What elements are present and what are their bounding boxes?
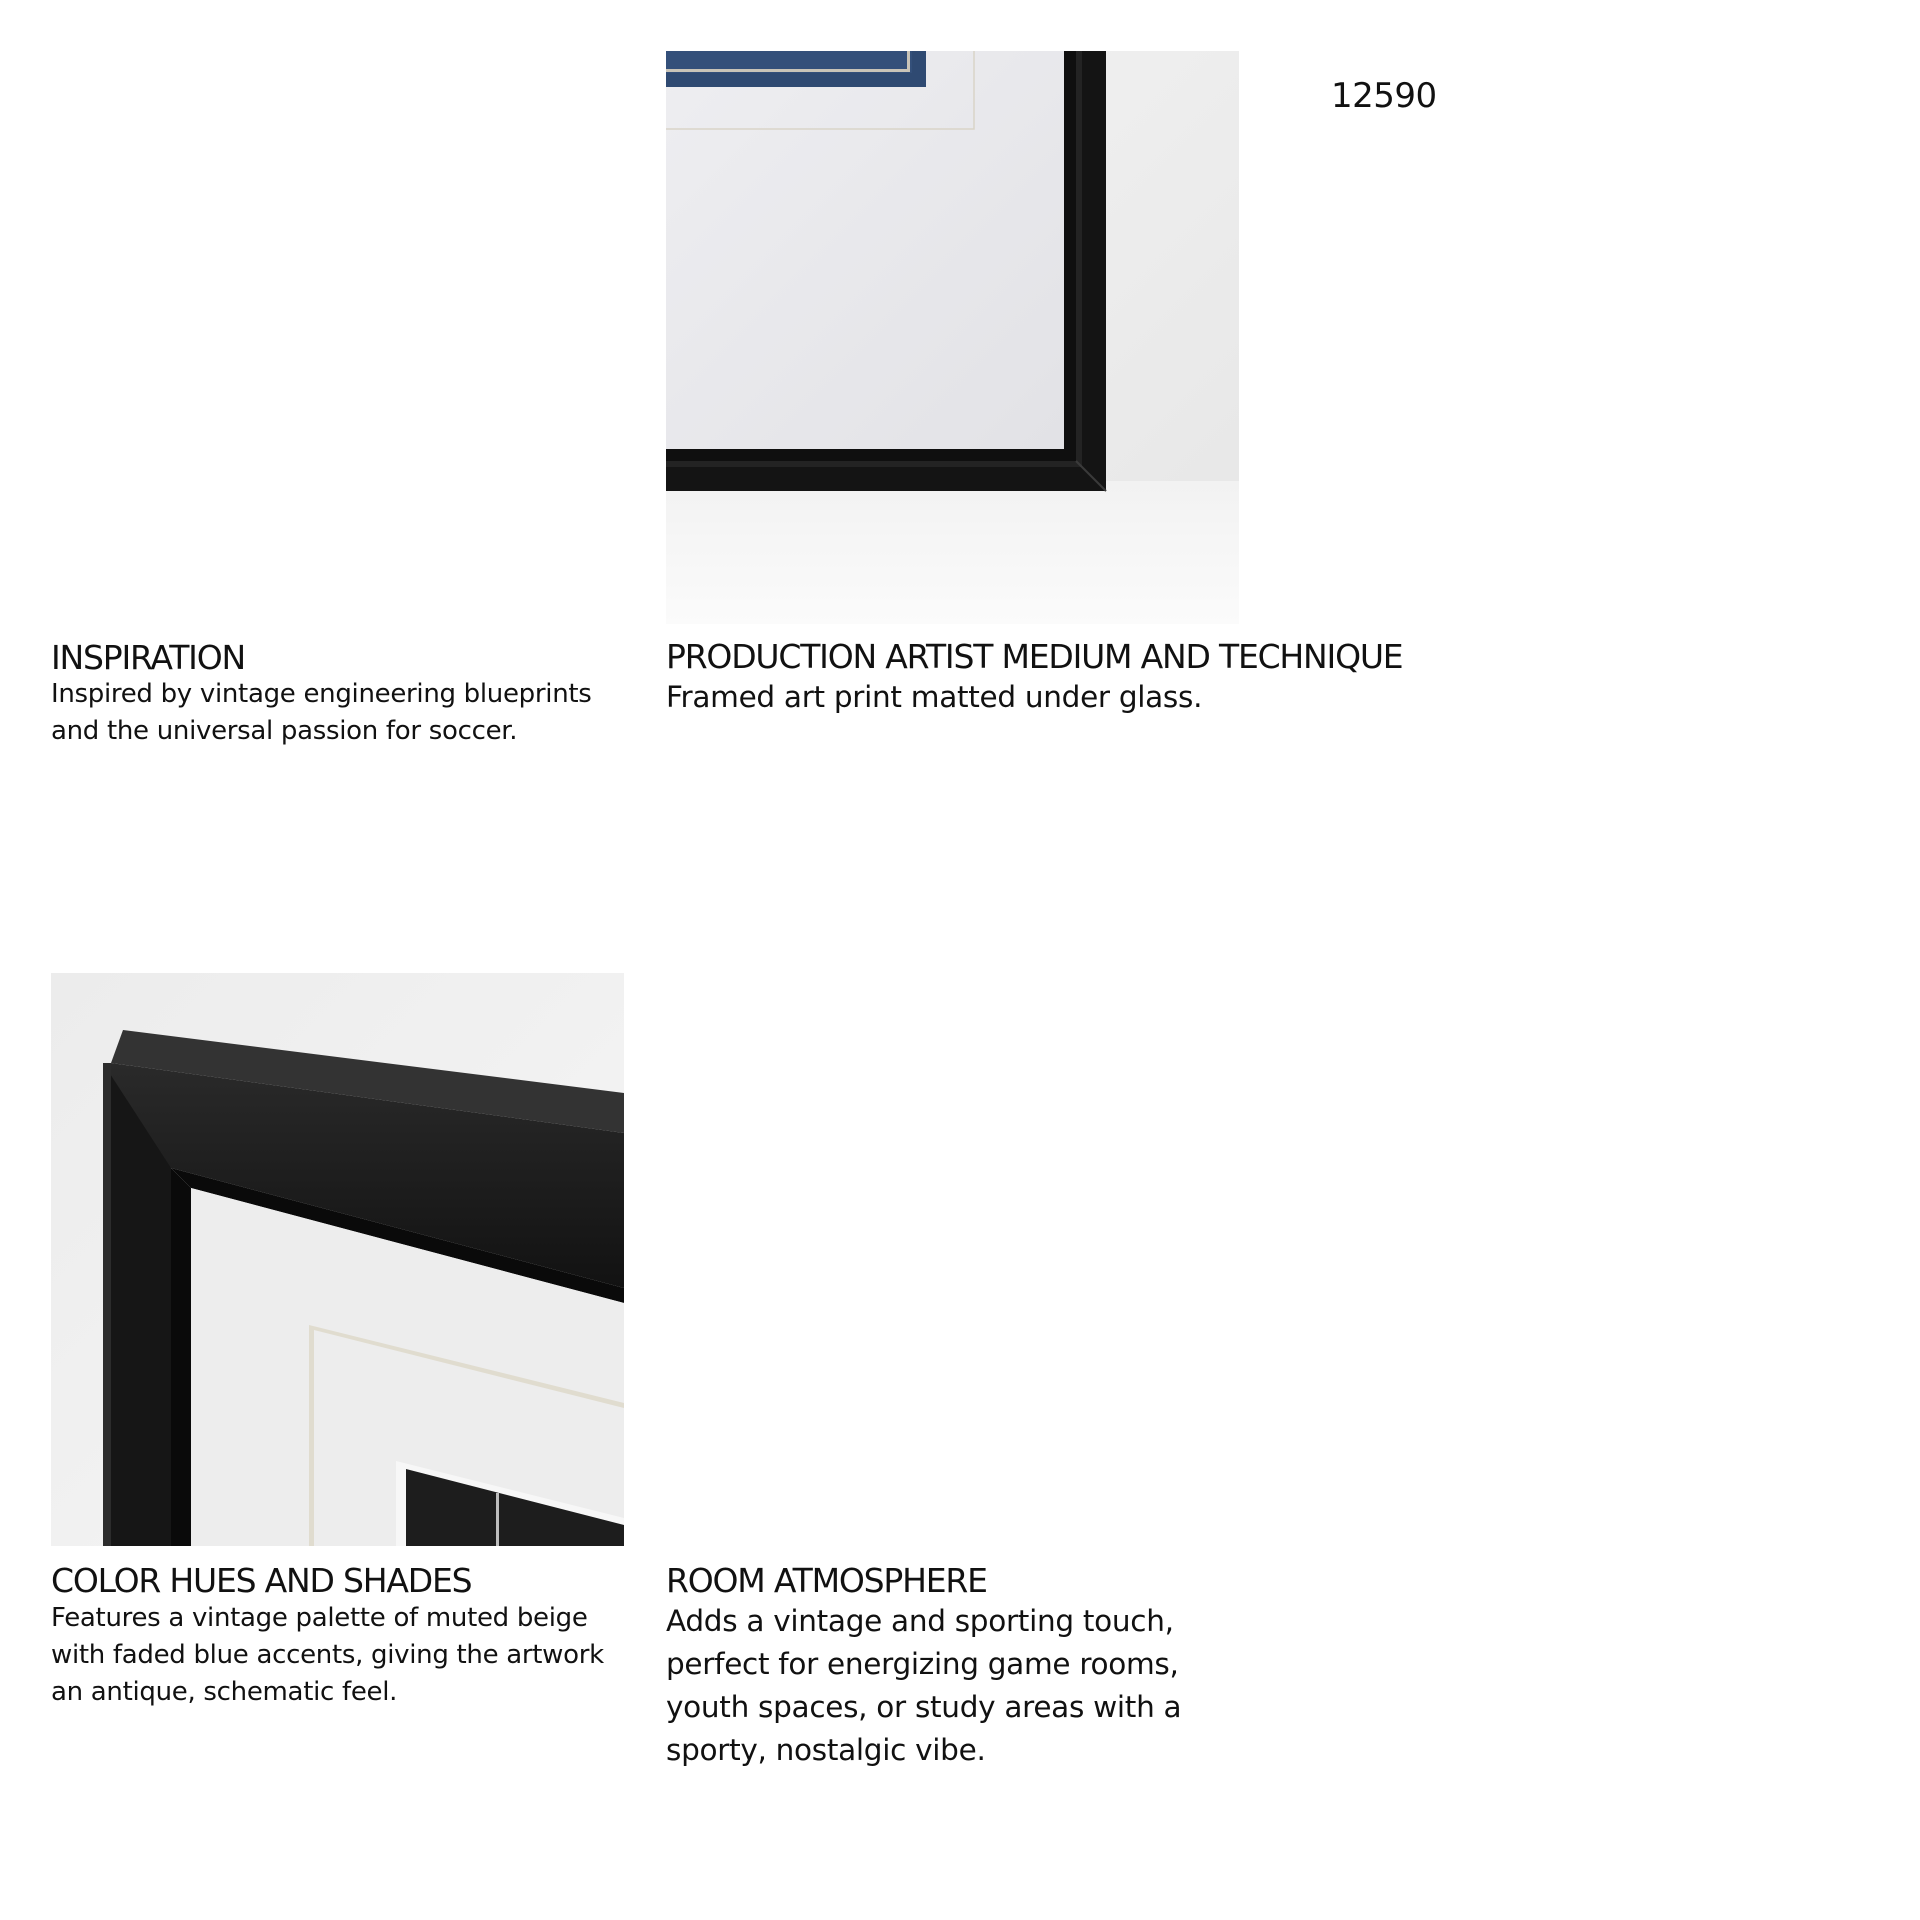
production-heading: PRODUCTION ARTIST MEDIUM AND TECHNIQUE (666, 637, 1403, 676)
color-heading: COLOR HUES AND SHADES (51, 1561, 472, 1600)
frame-corner-photo-bottom (51, 973, 624, 1546)
room-text: Adds a vintage and sporting touch, perfect for energizing game rooms, youth spaces, or study areas with a sporty, nostalgic vibe. (666, 1604, 1182, 1767)
frame-corner-photo-top (666, 51, 1239, 624)
room-heading: ROOM ATMOSPHERE (666, 1561, 987, 1600)
inspiration-text: Inspired by vintage engineering blueprints and the universal passion for soccer. (51, 679, 592, 746)
frame-corner-illustration (51, 973, 624, 1546)
frame-corner-illustration (666, 51, 1239, 624)
product-sku: 12590 (1331, 76, 1437, 116)
color-text: Features a vintage palette of muted beige with faded blue accents, giving the artwork an antique, schematic feel. (51, 1603, 604, 1707)
inspiration-heading: INSPIRATION (51, 638, 245, 677)
production-text: Framed art print matted under glass. (666, 680, 1203, 714)
